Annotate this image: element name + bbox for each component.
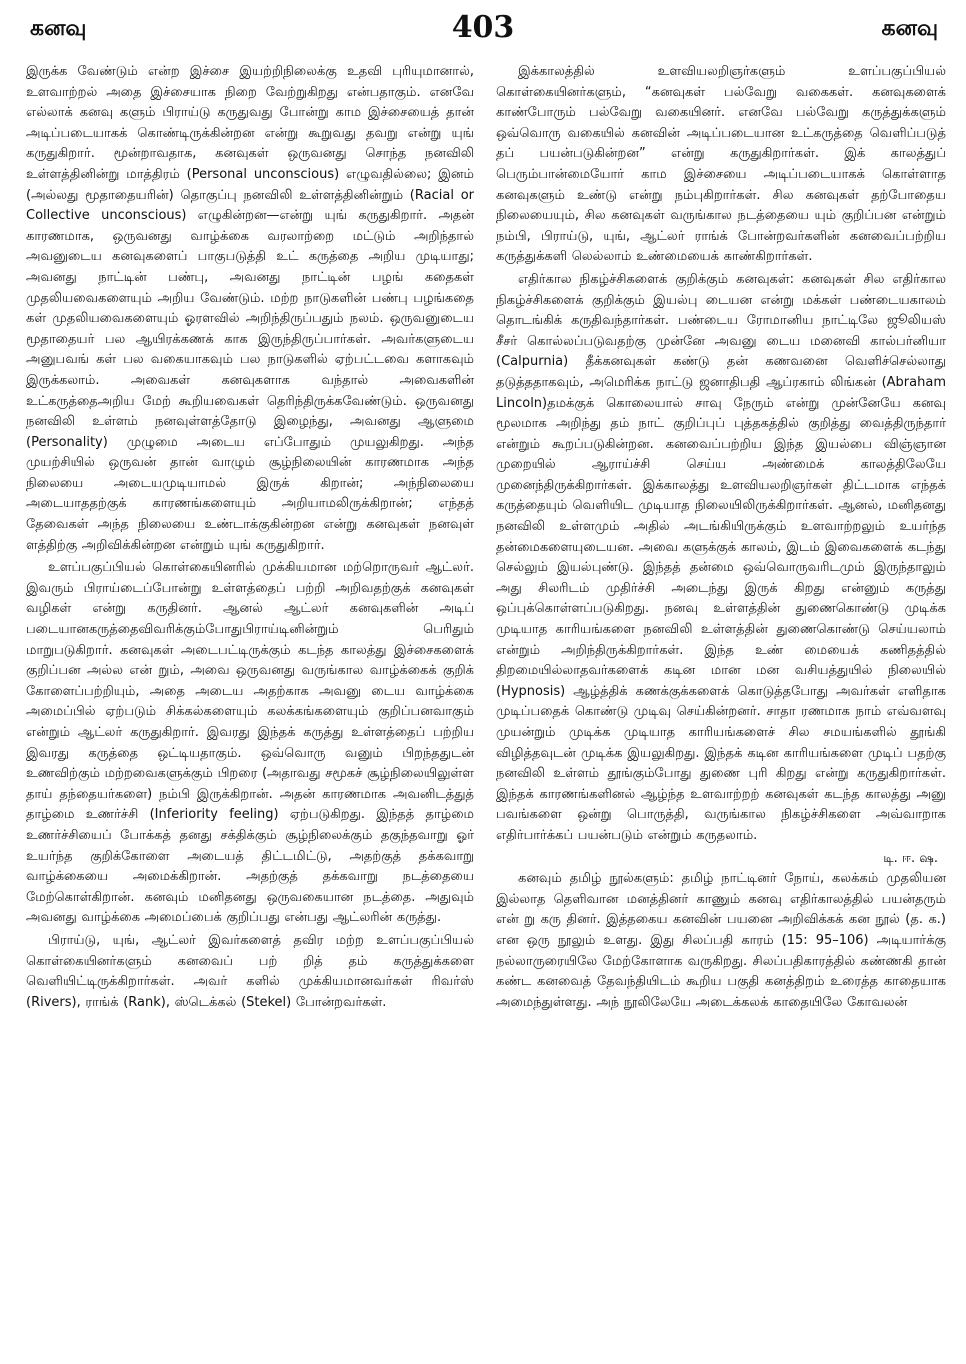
right-column [496, 62, 946, 1358]
right-paragraph-1: இக்காலத்தில் உளவியலறிஞர்களும் உளப்பகுப்பியல் கொள்கையினர்களும், “கனவுகள் பல்வேறு வகைகள். கனவுகளைக் காண்போரும் பல்வேறு வகையினர். எனவே பல்வேறு கருத்துக்களும் ஒவ்வொரு வகையில் கனவின் அடிப்படையான உட்கருத்தை வெளிப்படுத் தப் பயன்படுகின்றன” என்று கருதுகிறார்கள். இக் காலத்துப் பெரும்பான்மையோர் காம இச்சையை அடிப்படையாகக் கொள்ளாத கனவுகளும் உண்டு என்று நம்புகிறார்கள். சில கனவுகள் தற்போதைய நிலையையும், சில கனவுகள் வருங்கால நடத்தையை யும் குறிப்பன என்றும் நம்பி, பிராய்டு, யுங், ஆட்லர் ராங்க் போன்றவர்களின் கனவைப்பற்றிய கருத்துக்களி லெல்லாம் உண்மையைக் காண்கிறார்கள். [496, 64, 946, 265]
left-paragraph-1: இருக்க வேண்டும் என்ற இச்சை இயற்றிநிலைக்கு உதவி புரியுமானால், உளவாற்றல் அதை இச்சையாக நிறை வேற்றுகிறது என்பதாகும். எனவே எல்லாக் கனவு களும் பிராய்டு கருதுவது போன்று காம இச்சையைத் தான் அடிப்படையாகக் கொண்டிருக்கின்றன என்று கூறுவது தவறு என்று யுங் கருதுகிறார். மூன்றாவதாக, கனவுகள் ஒருவனது சொந்த நனவிலி உள்ளத்தினின்று மாத்திரம் (Personal unconscious) எழுவதில்லை; இனம் (அல்லது மூதாதையரின்) தொகுப்பு நனவிலி உள்ளத்தினின்றும் (Racial or Collective unconscious) எழுகின்றன—என்று யுங் கருதுகிறார். அதன் காரணமாக, ஒருவனது வாழ்க்கை வரலாற்றை மட்டும் அறிந்தால் அவனுடைய கனவுகளைப் பாகுபடுத்தி உட் கருத்தை அறிய முடியாது; அவனது நாட்டின் பண்பு, அவனது நாட்டின் பழங் கதைகள் முதலியவைகளையும் அறிய வேண்டும். மற்ற நாடுகளின் பண்பு பழங்கதை கள் முதலியவைகளையும் ஓரளவில் அறிந்திருப்பதும் நலம். ஒருவனுடைய மூதாதையர் பல ஆயிரக்கணக் காக இருந்திருப்பார்கள். அவர்களுடைய அனுபவங் கள் பல வகையாகவும் பல நாடுகளில் ஏற்பட்டவை களாகவும் இருக்கலாம். அவைகள் கனவுகளாக வந்தால் அவைகளின் உட்கருத்தைஅறிய மேற் கூறியவைகள் தெரிந்திருக்கவேண்டும். ஒருவனது நனவிலி உள்ளம் நனவுள்ளத்தோடு இழைந்து, அவனது ஆளுமை (Personality) முழுமை அடைய எப்போதும் முயலுகிறது. அந்த முயற்சியில் ஒருவன் தான் வாழும் சூழ்நிலையின் காரணமாக அந்த நிலையை அடையமுடியாமல் இருக் கிறான்; அந்நிலையை அடையாததற்குக் காரணங்களையும் அறியாமலிருக்கிறான்; எந்தத் தேவைகள் அந்த நிலையை உண்டாக்குகின்றன என்று கனவுகள் நனவுள் ளத்திற்கு அறிவிக்கின்றன என்றும் யுங் கருதுகிறார். [26, 64, 474, 553]
left-paragraph-2: உளப்பகுப்பியல் கொள்கையினரில் முக்கியமான மற்றொருவர் ஆட்லர். இவரும் பிராய்டைப்போன்று உள்ளத்தைப் பற்றி அறிவதற்குக் கனவுகள் வழிகள் என்று கருதினர். ஆனல் ஆட்லர் கனவுகளின் அடிப் படையானகருத்தைவிவரிக்கும்போதுபிராய்டினின்றும் பெரிதும் மாறுபடுகிறார். கனவுகள் அடைபட்டிருக்கும் கடந்த காலத்து இச்சைகளைக் குறிப்பன அல்ல என் றும், அவை ஒருவனது வருங்கால வாழ்க்கைக் குறிக் கோளைப்பற்றியும், அதை அடைய அதற்காக அவனு டைய வாழ்க்கை அமைப்பில் ஏற்படும் சிக்கல்களையும் கலக்கங்களையும் குறிப்பனவாகும் என்றும் ஆட்லர் கருதுகிறார். இவரது இந்தக் கருத்து உள்ளத்தைப் பற்றிய இவரது கருத்தை ஒட்டியதாகும். ஒவ்வொரு வனும் பிறந்ததுடன் உணவிற்கும் மற்றவைகளுக்கும் பிறரை (அதாவது சமூகச் சூழ்நிலையிலுள்ள தாய் தந்தையர்களை) நம்பி இருக்கிறான். அதன் காரணமாக அவனிடத்துத் தாழ்மை உணர்ச்சி (Inferiority feeling) ஏற்படுகிறது. இந்தத் தாழ்மை உணர்ச்சியைப் போக்கத் தனது சக்திக்கும் சூழ்நிலைக்கும் தகுந்தவாறு ஓர் உயர்ந்த குறிக்கோளை அடையத் திட்டமிட்டு, அதற்குத் தக்கவாறு வாழ்க்கையை அமைக்கிறான். அதற்குத் தக்கவாறு நடத்தையை மேற்கொள்கிறான். கனவும் மனிதனது ஒருவகையான நடத்தை. அதுவும் அவனது வாழ்க்கை அமைப்பைக் குறிப்பது என்பது ஆட்லரின் கருத்து. [26, 560, 474, 926]
right-paragraph-3: கனவும் தமிழ் நூல்களும்: தமிழ் நாட்டினர் நோய், கலக்கம் முதலியன இல்லாத தெளிவான மனத்தினர் காணும் கனவு எதிர்காலத்தில் பயன்தரும் என் று கரு தினர். இத்தகைய கனவின் பயனை அறிவிக்கக் கன நூல் (த. க.) என ஒரு நூலும் உளது. இது சிலப்பதி காரம் (15: 95–106) அடியார்க்கு நல்லாருரையிலே மேற்கோளாக வருகிறது. சிலப்பதிகாரத்தில் கண்ணகி தான் கண்ட கனவைத் தேவந்தியிடம் கூறிய பகுதி கனத்திறம் உரைத்த காதையாக அமைந்துள்ளது. அந் நூலிலேயே அடைக்கலக் காதையிலே கோவலன் [496, 871, 946, 1010]
page-header [0, 0, 966, 58]
author-initials: டி. ஈ. ஷ. [883, 850, 938, 866]
left-column [26, 62, 474, 1358]
left-paragraph-3: பிராய்டு, யுங், ஆட்லர் இவர்களைத் தவிர மற்ற உளப்பகுப்பியல் கொள்கையினர்களும் கனவைப் பற் றித் தம் கருத்துக்களை வெளியிட்டிருக்கிறார்கள். அவர் களில் முக்கியமானவர்கள் ரிவர்ஸ் (Rivers), ராங்க் (Rank), ஸ்டெக்கல் (Stekel) போன்றவர்கள். [26, 932, 474, 1010]
running-head-right: கனவு [881, 16, 938, 41]
right-paragraph-2: எதிர்கால நிகழ்ச்சிகளைக் குறிக்கும் கனவுகள்: கனவுகள் சில எதிர்கால நிகழ்ச்சிகளைக் குறிக்கும் இயல்பு டையன என்று மக்கள் பண்டையகாலம் தொடங்கிக் கருதிவந்தார்கள். பண்டைய ரோமானிய நாட்டிலே ஜூலியஸ் சீசர் கொல்லப்படுவதற்கு முன்னே அவனு டைய மனைவி கால்பர்னியா (Calpurnia) தீக்கனவுகள் கண்டு தன் கணவனை வெளிச்செல்லாது தடுத்ததாகவும், அமெரிக்க நாட்டு ஜனாதிபதி ஆப்ரகாம் லிங்கன் (Abraham Lincoln)தமக்குக் கொலையால் சாவு நேரும் என்று முன்னேயே கனவு மூலமாக அறிந்து தம் நாட் குறிப்புப் புத்தகத்தில் குறித்து வைத்திருந்தார் என்றும் கூறப்படுகின்றன. கனவைப்பற்றிய இந்த இயல்பை விஞ்ஞான முறையில் ஆராய்ச்சி செய்ய அண்மைக் காலத்திலேயே முனைந்திருக்கிறார்கள். இக்காலத்து உளவியலறிஞர்கள் திட்டமாக எந்தக் கருத்தையும் வெளியிட முடியாத நிலையிலிருக்கிறார்கள். ஆனல், மனிதனது நனவிலி உள்ளமும் அதில் அடங்கியிருக்கும் உளவாற்றலும் உயர்ந்த தன்மைகளையுடையன. அவை களுக்குக் காலம், இடம் இவைகளைக் கடந்து செல்லும் இயல்புண்டு. இந்தத் தன்மை ஒவ்வொருவரிடமும் இருந்தாலும் அது சிலரிடம் முதிர்ச்சி அடைந்து இருக் கிறது என்னும் கருத்து ஒப்புக்கொள்ளப்படுகிறது. நனவு உள்ளத்தின் துணைகொண்டு முடிக்க முடியாத காரியங்களை நனவிலி உள்ளத்தின் துணைகொண்டு செய்யலாம் என்றும் அறிந்திருக்கிறார்கள். இந்த உண் மையைக் கணிதத்தில் திறமையில்லாதவர்களைக் கடின மான மன வசியத்துயில் நிலையில் (Hypnosis) ஆழ்த்திக் கணக்குக்களைக் கொடுத்தபோது அவர்கள் எளிதாக முடிப்பதைக் கொண்டு முடிவு செய்கின்றனர். சாதா ரணமாக நாம் எவ்வளவு முயன்றும் முடிக்க முடியாத காரியங்களைச் சில சமயங்களில் தூங்கி விழித்தவுடன் முடிக்க இயலுகிறது. இந்தக் கடின காரியங்களை முடிப் பதற்கு நனவிலி உள்ளம் தூங்கும்போது துணை புரி கிறது என்று கருதுகிறார்கள். இந்தக் காரணங்களினல் ஆழ்ந்த உளவாற்றற் கனவுகள் கடந்த காலத்து அனு பவங்களை ஒன்று பொருத்தி, வருங்கால நிகழ்ச்சிகளை அவ்வாறாக எதிர்பார்க்கப் பயன்படும் என்றும் கருதலாம். [496, 271, 946, 843]
column-gutter [484, 62, 485, 1352]
page-number: 403 [451, 10, 515, 45]
running-head-left: கனவு [30, 16, 87, 41]
